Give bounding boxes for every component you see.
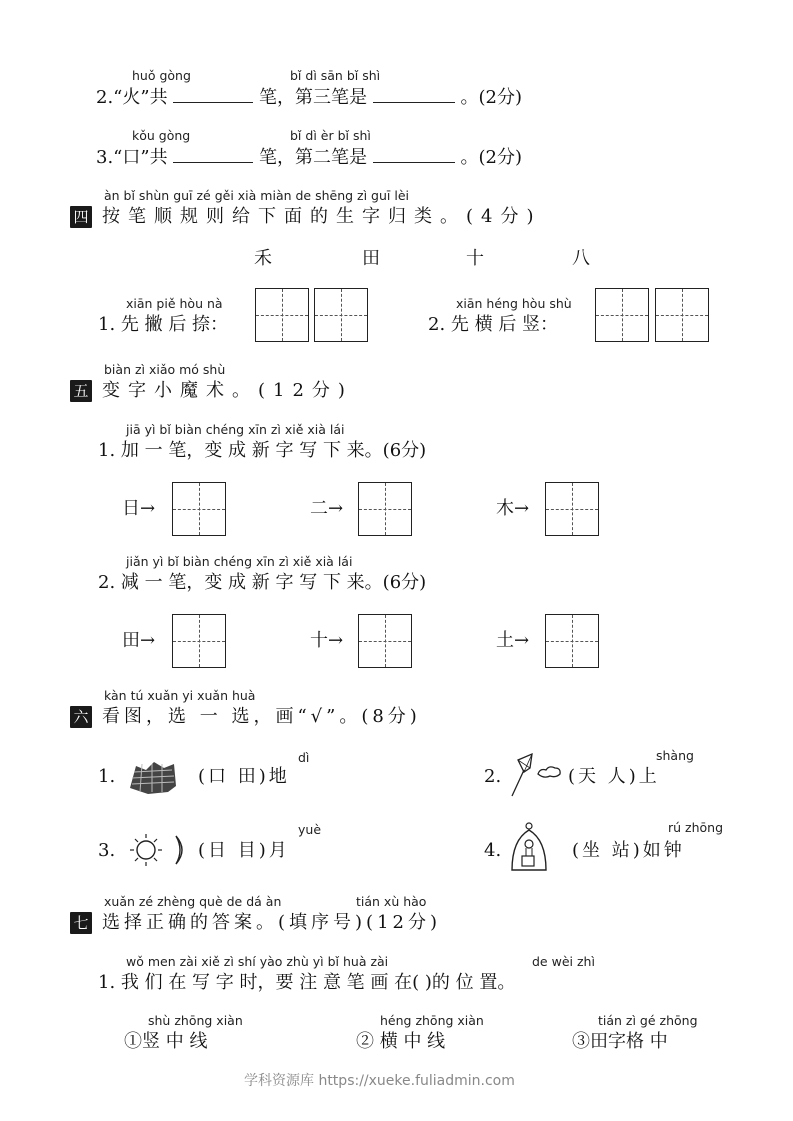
s4-title: 按笔顺规则给下面的生字归类。(4分) <box>102 206 542 227</box>
s7-opt3-pinyin: tián zì gé zhōng <box>598 1013 698 1028</box>
s6-q1-pinyin: dì <box>298 750 310 765</box>
s5-sub1-box-1[interactable] <box>172 482 226 536</box>
s6-q3-opts[interactable]: (日 目)月 <box>198 840 290 861</box>
s5-title: 变字小魔术。(12分) <box>102 380 353 401</box>
s6-q3-pinyin: yuè <box>298 822 322 837</box>
s7-pinyin: xuǎn zé zhèng què de dá àn <box>104 894 282 909</box>
q3-pinyin-a: kǒu gòng <box>132 128 191 143</box>
s7-opt3-label[interactable]: ③田字格 中 <box>572 1031 668 1052</box>
s4-sub1-label: 1. 先 撇 后 捺： <box>98 314 229 335</box>
q3-suffix: 。(2分) <box>460 147 523 168</box>
q2-blank-2[interactable] <box>373 86 455 103</box>
q2-suffix: 。(2分) <box>460 87 523 108</box>
s4-char-1: 禾 <box>254 248 272 269</box>
q3-line <box>96 146 522 169</box>
s4-sub1-pinyin: xiān piě hòu nà <box>126 296 223 311</box>
s6-q1-num: 1. <box>98 766 116 787</box>
s7-q1-pinyin: wǒ men zài xiě zì shí yào zhù yì bǐ huà zài <box>126 954 389 969</box>
s5-sub1-item-2: 二→ <box>310 498 344 519</box>
s4-badge: 四 <box>70 206 92 228</box>
s4-char-4: 八 <box>572 248 590 269</box>
s4-sub1-box-1[interactable] <box>255 288 309 342</box>
s6-title: 看图，选 一 选，画“√”。(8分) <box>102 706 421 727</box>
s7-opt1-label[interactable]: ①竖 中 线 <box>124 1031 208 1052</box>
q2-line <box>96 86 522 109</box>
q2-mid: 笔，第三笔是 <box>259 87 368 108</box>
bell-image <box>506 820 552 874</box>
s5-sub1-box-2[interactable] <box>358 482 412 536</box>
s5-sub2-label: 2. 减 一 笔，变 成 新 字 写 下 来。(6分) <box>98 572 427 593</box>
s5-sub1-pinyin: jiā yì bǐ biàn chéng xīn zì xiě xià lái <box>126 422 345 437</box>
s7-opt1-pinyin: shù zhōng xiàn <box>148 1013 243 1028</box>
s6-pinyin: kàn tú xuǎn yi xuǎn huà <box>104 688 256 703</box>
s7-q1-text: 1. 我 们 在 写 字 时，要 注 意 笔 画 在( )的 位 置。 <box>98 972 516 993</box>
s5-sub2-pinyin: jiǎn yì bǐ biàn chéng xīn zì xiě xià lái <box>126 554 353 569</box>
s7-badge: 七 <box>70 912 92 934</box>
s7-title: 选择正确的答案。(填序号)(12分) <box>102 912 441 933</box>
s6-q1-opts[interactable]: (口 田)地 <box>198 766 290 787</box>
s7-opt2-label[interactable]: ② 横 中 线 <box>356 1031 446 1052</box>
field-image <box>128 758 178 796</box>
kite-cloud-image <box>502 752 564 798</box>
s6-q4-pinyin: rú zhōng <box>668 820 724 835</box>
s6-q2-pinyin: shàng <box>656 748 694 763</box>
s5-sub1-box-3[interactable] <box>545 482 599 536</box>
s5-pinyin: biàn zì xiǎo mó shù <box>104 362 226 377</box>
s4-sub2-box-1[interactable] <box>595 288 649 342</box>
s4-char-2: 田 <box>362 248 380 269</box>
q3-pinyin-b: bǐ dì èr bǐ shì <box>290 128 371 143</box>
s5-sub1-item-1: 日→ <box>122 498 156 519</box>
q3-mid: 笔，第二笔是 <box>259 147 368 168</box>
q2-pinyin-b: bǐ dì sān bǐ shì <box>290 68 381 83</box>
s5-badge: 五 <box>70 380 92 402</box>
s6-q2-opts[interactable]: (天 人)上 <box>568 766 660 787</box>
q3-prefix: 3.“口”共 <box>96 147 168 168</box>
q3-blank-1[interactable] <box>173 146 253 163</box>
s6-q4-opts[interactable]: (坐 站)如钟 <box>572 840 685 861</box>
s7-pinyin-2: tián xù hào <box>356 894 427 909</box>
s5-sub1-item-3: 木→ <box>496 498 530 519</box>
s4-sub2-pinyin: xiān héng hòu shù <box>456 296 572 311</box>
s6-q4-num: 4. <box>484 840 502 861</box>
s6-q3-num: 3. <box>98 840 116 861</box>
s4-sub2-label: 2. 先 横 后 竖： <box>428 314 559 335</box>
s4-pinyin: àn bǐ shùn guī zé gěi xià miàn de shēng zì guī lèi <box>104 188 409 203</box>
s4-sub1-box-2[interactable] <box>314 288 368 342</box>
q2-pinyin-a: huǒ gòng <box>132 68 191 83</box>
s4-sub2-box-2[interactable] <box>655 288 709 342</box>
s5-sub2-box-2[interactable] <box>358 614 412 668</box>
q2-blank-1[interactable] <box>173 86 253 103</box>
q2-prefix: 2.“火”共 <box>96 87 168 108</box>
s7-q1-pinyin-2: de wèi zhì <box>532 954 595 969</box>
q3-blank-2[interactable] <box>373 146 455 163</box>
s6-badge: 六 <box>70 706 92 728</box>
s5-sub2-item-1: 田→ <box>122 630 156 651</box>
s6-q2-num: 2. <box>484 766 502 787</box>
s5-sub2-box-1[interactable] <box>172 614 226 668</box>
s5-sub1-label: 1. 加 一 笔，变 成 新 字 写 下 来。(6分) <box>98 440 427 461</box>
s5-sub2-item-2: 十→ <box>310 630 344 651</box>
s4-char-3: 十 <box>466 248 484 269</box>
s5-sub2-box-3[interactable] <box>545 614 599 668</box>
s5-sub2-item-3: 土→ <box>496 630 530 651</box>
sun-moon-image <box>126 832 190 868</box>
footer-watermark: 学科资源库 https://xueke.fuliadmin.com <box>244 1073 515 1089</box>
s7-opt2-pinyin: héng zhōng xiàn <box>380 1013 484 1028</box>
